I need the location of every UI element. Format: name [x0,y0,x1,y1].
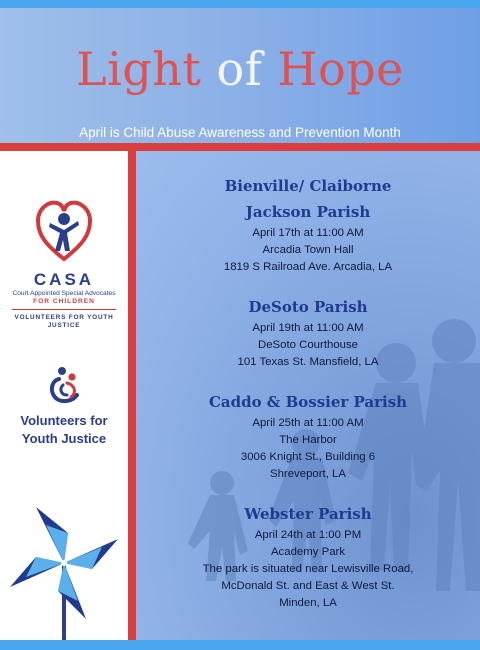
casa-divider [12,309,116,310]
casa-full-name: Court Appointed Special Advocates [12,290,116,297]
casa-name: CASA [33,270,95,289]
event-venue: Academy Park [270,546,346,558]
page-subtitle: April is Child Abuse Awareness and Prevention Month [79,125,401,140]
event-item-webster [136,501,480,612]
event-title: DeSoto Parish [248,298,368,316]
casa-volunteers-line1: VOLUNTEERS FOR YOUTH [14,314,114,321]
page-title [0,42,480,96]
event-venue: DeSoto Courthouse [257,339,359,351]
event-date: April 25th at 11:00 AM [252,417,364,429]
event-title: Caddo & Bossier Parish [208,393,408,411]
bottom-accent-bar [0,640,480,650]
title-word-of: of [216,42,263,96]
events-panel [136,151,480,640]
event-location-note: The park is situated near Lewisville Road, [202,563,414,575]
vyj-name-line2: Youth Justice [21,431,107,446]
event-title: Jackson Parish [245,203,371,221]
vyj-name-line1: Volunteers for [20,413,108,428]
event-item-desoto [136,294,480,371]
title-word-light: Light [76,42,202,96]
event-city: Shreveport, LA [270,468,346,480]
event-item-bienville-claiborne-jackson [136,173,480,276]
title-word-hope: Hope [277,42,404,96]
event-date: April 17th at 11:00 AM [252,227,364,239]
event-item-caddo-bossier [136,389,480,483]
event-venue: Arcadia Town Hall [262,244,354,256]
event-city: Minden, LA [279,597,337,609]
casa-for-children: FOR CHILDREN [33,298,95,305]
event-title: Webster Parish [244,505,372,523]
casa-heart-child-icon [36,199,92,265]
casa-volunteers-line2: JUSTICE [47,322,81,329]
pinwheel-icon [6,503,122,643]
sidebar-logos [0,151,128,640]
top-accent-bar [0,0,480,8]
event-address: 1819 S Railroad Ave. Arcadia, LA [223,261,393,273]
event-title: Bienville/ Claiborne [224,177,392,195]
event-date: April 24th at 1:00 PM [254,529,362,541]
header-banner [0,8,480,143]
vyj-hands-icon [47,365,81,405]
vyj-logo [6,365,122,446]
event-venue: The Harbor [279,434,337,446]
event-location-note: McDonald St. and East & West St. [221,580,395,592]
event-date: April 19th at 11:00 AM [252,322,364,334]
red-divider [0,143,480,151]
red-vertical-divider [128,151,136,640]
casa-logo [8,199,120,330]
event-address: 101 Texas St. Mansfield, LA [237,356,379,368]
events-list [136,173,480,630]
event-address: 3006 Knight St., Building 6 [240,451,376,463]
